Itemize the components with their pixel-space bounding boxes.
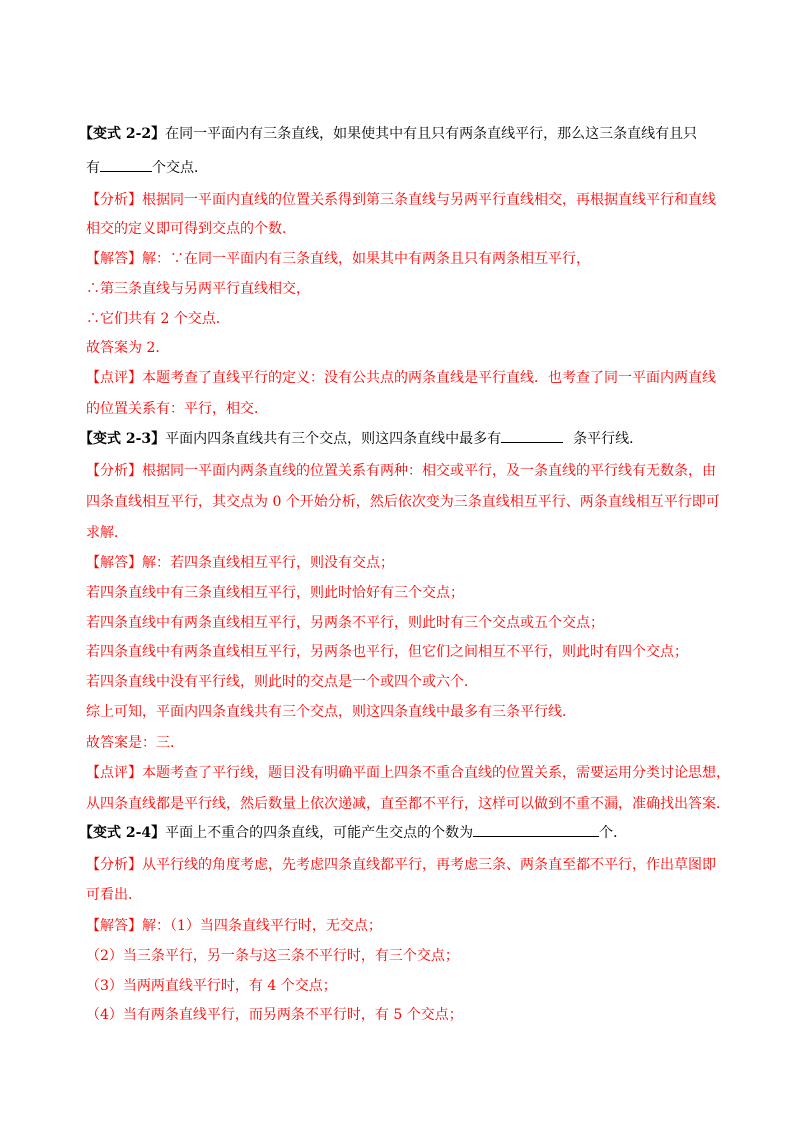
answer-text: 解：∵在同一平面内有三条直线，如果其中有两条且只有两条相互平行，	[142, 251, 590, 267]
comment-tag: 【点评】	[86, 765, 142, 781]
question-text: 个．	[599, 825, 628, 841]
analysis-line: 四条直线相互平行，其交点为 0 个开始分析，然后依次变为三条直线相互平行、两条直线相互平行即可	[86, 494, 720, 510]
answer-line: 若四条直线中有三条直线相互平行，则此时恰好有三个交点；	[86, 585, 464, 601]
answer-line: （3）当两两直线平行时，有 4 个交点；	[86, 978, 337, 994]
analysis-tag: 【分析】	[86, 857, 142, 873]
comment-line: 从四条直线都是平行线，然后数量上依次递减，直至都不平行，这样可以做到不重不漏，准确找出答案．	[86, 796, 730, 812]
comment-line	[86, 763, 730, 783]
answer-blank	[100, 157, 152, 172]
answer-line: 综上可知，平面内四条直线共有三个交点，则这四条直线中最多有三条平行线．	[86, 704, 576, 720]
answer-line: （4）当有两条直线平行，而另两条不平行时，有 5 个交点；	[86, 1007, 463, 1023]
analysis-text: 根据同一平面内直线的位置关系得到第三条直线与另两平行直线相交，再根据直线平行和直线	[142, 192, 716, 208]
analysis-tag: 【分析】	[86, 463, 142, 479]
analysis-line: 可看出．	[86, 887, 142, 903]
answer-tag: 【解答】	[86, 555, 142, 571]
answer-line	[86, 916, 382, 936]
comment-line: 的位置关系有：平行，相交．	[86, 401, 268, 417]
analysis-line: 求解．	[86, 525, 128, 541]
question-2-4-line-1	[79, 822, 627, 843]
question-text: 个交点．	[152, 160, 208, 176]
answer-text: 解：若四条直线相互平行，则没有交点；	[142, 555, 394, 571]
answer-tag: 【解答】	[86, 251, 142, 267]
analysis-line	[86, 190, 716, 210]
comment-line	[86, 368, 716, 388]
question-tag: 【变式 2-2】	[79, 126, 166, 142]
question-text: 有	[86, 160, 100, 176]
answer-line: （2）当三条平行，另一条与这三条不平行时，有三个交点；	[86, 948, 459, 964]
answer-line: 故答案是：三．	[86, 735, 184, 751]
comment-tag: 【点评】	[86, 370, 142, 386]
answer-line: ∴它们共有 2 个交点．	[86, 311, 230, 327]
question-text: 在同一平面内有三条直线，如果使其中有且只有两条直线平行，那么这三条直线有且只	[165, 126, 698, 142]
comment-text: 本题考查了平行线，题目没有明确平面上四条不重合直线的位置关系，需要运用分类讨论思想，	[142, 765, 730, 781]
answer-tag: 【解答】	[86, 918, 142, 934]
answer-line: 若四条直线中没有平行线，则此时的交点是一个或四个或六个．	[86, 674, 478, 690]
answer-line	[86, 249, 590, 269]
question-tag: 【变式 2-4】	[79, 825, 166, 841]
answer-blank	[473, 822, 599, 837]
answer-line: 若四条直线中有两条直线相互平行，另两条不平行，则此时有三个交点或五个交点；	[86, 615, 604, 631]
question-text: 平面上不重合的四条直线，可能产生交点的个数为	[165, 825, 474, 841]
analysis-line	[86, 461, 716, 481]
analysis-text: 从平行线的角度考虑，先考虑四条直线都平行，再考虑三条、两条直至都不平行，作出草图即	[142, 857, 716, 873]
question-text: 条平行线．	[573, 431, 644, 447]
answer-blank	[501, 428, 563, 443]
question-tag: 【变式 2-3】	[79, 431, 166, 447]
analysis-text: 根据同一平面内两条直线的位置关系有两种：相交或平行，及一条直线的平行线有无数条，由	[142, 463, 716, 479]
answer-line: 若四条直线中有两条直线相互平行，另两条也平行，但它们之间相互不平行，则此时有四个交点；	[86, 644, 688, 660]
comment-text: 本题考查了直线平行的定义：没有公共点的两条直线是平行直线．也考查了同一平面内两直线	[142, 370, 716, 386]
analysis-line: 相交的定义即可得到交点的个数．	[86, 221, 296, 237]
answer-line	[86, 553, 394, 573]
answer-text: 解：（1）当四条直线平行时，无交点；	[142, 918, 382, 934]
question-2-2-line-2	[86, 157, 208, 178]
analysis-tag: 【分析】	[86, 192, 142, 208]
answer-line: 故答案为 2．	[86, 340, 170, 356]
answer-line: ∴第三条直线与另两平行直线相交，	[86, 281, 310, 297]
question-text: 平面内四条直线共有三个交点，则这四条直线中最多有	[165, 431, 502, 447]
analysis-line	[86, 855, 716, 875]
question-2-2-line-1	[79, 124, 697, 144]
question-2-3-line-1	[79, 428, 643, 449]
